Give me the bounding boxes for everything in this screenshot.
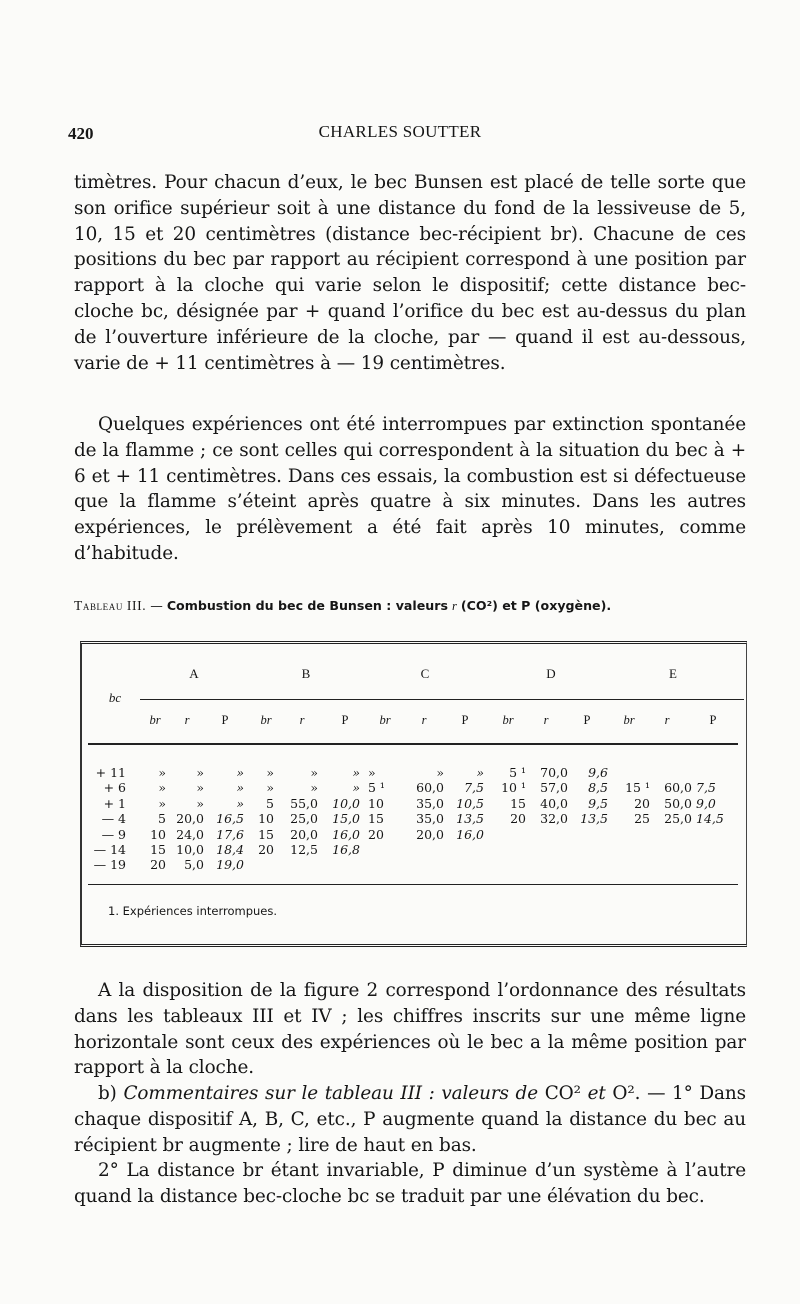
cell-e-br: 20: [634, 795, 650, 811]
cell-a-br: »: [158, 795, 166, 811]
cell-a-br: »: [158, 765, 166, 780]
paragraph-5: 2° La distance br étant invariable, P diminue d’un système à l’autre quand la distance bec-cloche bc se traduit par une élévation du bec.: [74, 1160, 746, 1207]
subheader-a-p: P: [221, 713, 229, 727]
cell-b-r: 25,0: [290, 811, 318, 827]
subheader-rule: [88, 743, 738, 745]
cell-c-r: 20,0: [416, 826, 444, 842]
bc-value-cell: + 11: [95, 765, 126, 780]
subheader-b-r: r: [299, 713, 305, 727]
subheader-c-r: r: [421, 713, 427, 727]
cell-b-p: »: [352, 765, 360, 780]
group-header-a: A: [189, 666, 199, 681]
cell-e-r: 25,0: [664, 811, 692, 827]
cell-a-p: 18,4: [216, 842, 244, 857]
bc-value-cell: + 6: [103, 780, 126, 796]
paragraph-3: [74, 978, 746, 1081]
subheader-e-r: r: [664, 713, 670, 727]
cell-d-br: 5 ¹: [509, 765, 526, 780]
cell-b-p: 10,0: [332, 795, 360, 811]
cell-c-r: »: [436, 765, 444, 780]
subheader-e-p: P: [709, 713, 717, 727]
group-header-c: C: [420, 666, 430, 681]
cell-a-p: »: [236, 765, 244, 780]
page-number: 420: [68, 124, 94, 143]
cell-c-r: 60,0: [416, 780, 444, 796]
paragraph-2: Quelques expériences ont été interrompues par extinction spontanée de la flamme ; ce sont celles qui correspondent à la situation du bec à + 6 et + 11 centimètres. Dans ces essais, la combustion est si défectueuse que la flamme s’éteint après quatre à six minutes. Dans les autres expériences, le prélèvement a été fait après 10 minutes, comme d’habitude.: [74, 414, 746, 564]
cell-b-r: 55,0: [290, 795, 318, 811]
cell-a-r: 24,0: [176, 826, 204, 842]
cell-d-br: 20: [510, 811, 526, 827]
cell-b-r: 20,0: [290, 826, 318, 842]
cell-c-p: »: [476, 765, 484, 780]
cell-b-p: 16,8: [332, 842, 360, 857]
caption-label: Tableau III.: [74, 598, 147, 613]
cell-c-br: 15: [368, 811, 384, 827]
cell-d-r: 32,0: [540, 811, 568, 827]
cell-c-p: 10,5: [456, 795, 484, 811]
cell-a-r: 20,0: [176, 811, 204, 827]
cell-a-br: 15: [150, 842, 166, 857]
cell-b-p: »: [352, 780, 360, 796]
cell-a-br: »: [158, 780, 166, 796]
cell-a-p: 16,5: [216, 811, 244, 827]
table-footnote: 1. Expériences interrompues.: [108, 904, 278, 918]
subheader-d-r: r: [543, 713, 549, 727]
cell-b-r: 12,5: [290, 842, 318, 857]
cell-c-r: 35,0: [416, 795, 444, 811]
cell-a-r: 10,0: [176, 842, 204, 857]
caption-var-r: r: [451, 599, 457, 613]
cell-c-br: 5 ¹: [368, 780, 385, 796]
cell-b-br: 20: [258, 842, 274, 857]
subheader-e-br: br: [623, 713, 635, 727]
bc-value-cell: — 9: [101, 826, 126, 842]
paragraph-1: timètres. Pour chacun d’eux, le bec Bunsen est placé de telle sorte que son orifice supérieur soit à une distance du fond de la lessiveuse de 5, 10, 15 et 20 centimètres (distance bec-récipient br). Chacune de ces positions du bec par rapport au récipient correspond à une position par rapport à la cloche qui varie selon le dispositif; cette distance bec-cloche bc, désignée par + quand l’orifice du bec est au-dessus du plan de l’ouverture inférieure de la cloche, par — quand il est au-dessous, varie de + 11 centimètres à — 19 centimètres.: [74, 172, 746, 374]
cell-d-br: 15: [510, 795, 526, 811]
cell-d-r: 70,0: [540, 765, 568, 780]
cell-b-r: »: [310, 765, 318, 780]
cell-c-p: 7,5: [464, 780, 484, 796]
subheader-d-br: br: [502, 713, 514, 727]
cell-b-br: »: [266, 765, 274, 780]
group-header-b: B: [301, 666, 311, 681]
cell-b-p: 16,0: [332, 826, 360, 842]
caption-dash: —: [150, 598, 163, 613]
cell-c-r: 35,0: [416, 811, 444, 827]
cell-e-r: 50,0: [664, 795, 692, 811]
cell-a-r: »: [196, 765, 204, 780]
subheader-a-r: r: [184, 713, 190, 727]
cell-b-br: »: [266, 780, 274, 796]
table-caption: [74, 598, 754, 614]
para4-rest: — 1° Dans chaque dispositif A, B, C, etc., P augmente quand la distance du bec au récipient br augmente ; lire de haut en bas.: [74, 1083, 747, 1156]
cell-b-p: 15,0: [332, 811, 360, 827]
cell-c-br: 10: [368, 795, 384, 811]
cell-d-br: 10 ¹: [501, 780, 526, 796]
caption-title: Combustion du bec de Bunsen : valeurs: [166, 598, 448, 613]
cell-c-p: 16,0: [456, 826, 484, 842]
cell-a-r: »: [196, 780, 204, 796]
cell-d-p: 9,6: [588, 765, 608, 780]
bc-value-cell: — 19: [93, 857, 126, 873]
cell-a-br: 20: [150, 857, 166, 873]
cell-b-br: 10: [258, 811, 274, 827]
cell-c-br: »: [368, 765, 376, 780]
cell-a-p: 17,6: [216, 826, 244, 842]
paragraph-3-text: A la disposition de la figure 2 correspond l’ordonnance des résultats dans les tableaux III et IV ; les chiffres inscrits sur une même ligne horizontale sont ceux des expériences où le bec a la même position par rapport à la cloche.: [74, 980, 746, 1079]
cell-e-p: 9,0: [696, 795, 716, 811]
cell-e-br: 25: [634, 811, 650, 827]
cell-d-r: 57,0: [540, 780, 568, 796]
para4-co2: CO²: [544, 1083, 581, 1104]
bc-value-cell: — 4: [101, 811, 126, 827]
subheader-c-br: br: [379, 713, 391, 727]
cell-d-p: 9,5: [588, 795, 608, 811]
subheader-a-br: br: [149, 713, 161, 727]
cell-e-p: 7,5: [696, 780, 716, 796]
paragraph-4: [74, 1081, 746, 1158]
cell-a-r: 5,0: [184, 857, 204, 873]
cell-e-br: 15 ¹: [625, 780, 650, 796]
subheader-c-p: P: [461, 713, 469, 727]
cell-a-p: »: [236, 795, 244, 811]
bc-value-cell: + 1: [103, 795, 126, 811]
cell-e-p: 14,5: [696, 811, 724, 827]
cell-d-p: 8,5: [588, 780, 608, 796]
group-header-d: D: [546, 666, 556, 681]
running-head: CHARLES SOUTTER: [318, 122, 482, 141]
subheader-b-br: br: [260, 713, 272, 727]
para4-italic: Commentaires sur le tableau III : valeurs de: [123, 1083, 538, 1104]
cell-a-p: 19,0: [216, 857, 244, 873]
para4-o2: O².: [612, 1083, 641, 1104]
cell-c-p: 13,5: [456, 811, 484, 827]
bc-header: bc: [108, 690, 122, 705]
cell-d-p: 13,5: [580, 811, 608, 827]
cell-a-r: »: [196, 795, 204, 811]
para4-et: et: [587, 1083, 606, 1104]
table-bottom-rule: [88, 884, 738, 885]
cell-e-r: 60,0: [664, 780, 692, 796]
cell-b-br: 15: [258, 826, 274, 842]
cell-d-r: 40,0: [540, 795, 568, 811]
bc-value-cell: — 14: [93, 842, 126, 857]
cell-c-br: 20: [368, 826, 384, 842]
cell-a-br: 10: [150, 826, 166, 842]
caption-co2: (CO²) et P (oxygène).: [460, 598, 612, 613]
cell-a-p: »: [236, 780, 244, 796]
group-header-e: E: [669, 666, 677, 681]
subheader-b-p: P: [341, 713, 349, 727]
cell-a-br: 5: [158, 811, 166, 827]
cell-b-r: »: [310, 780, 318, 796]
para4-lead: b): [98, 1083, 117, 1104]
group-header-rule: [140, 699, 744, 700]
cell-b-br: 5: [266, 795, 274, 811]
subheader-d-p: P: [583, 713, 591, 727]
